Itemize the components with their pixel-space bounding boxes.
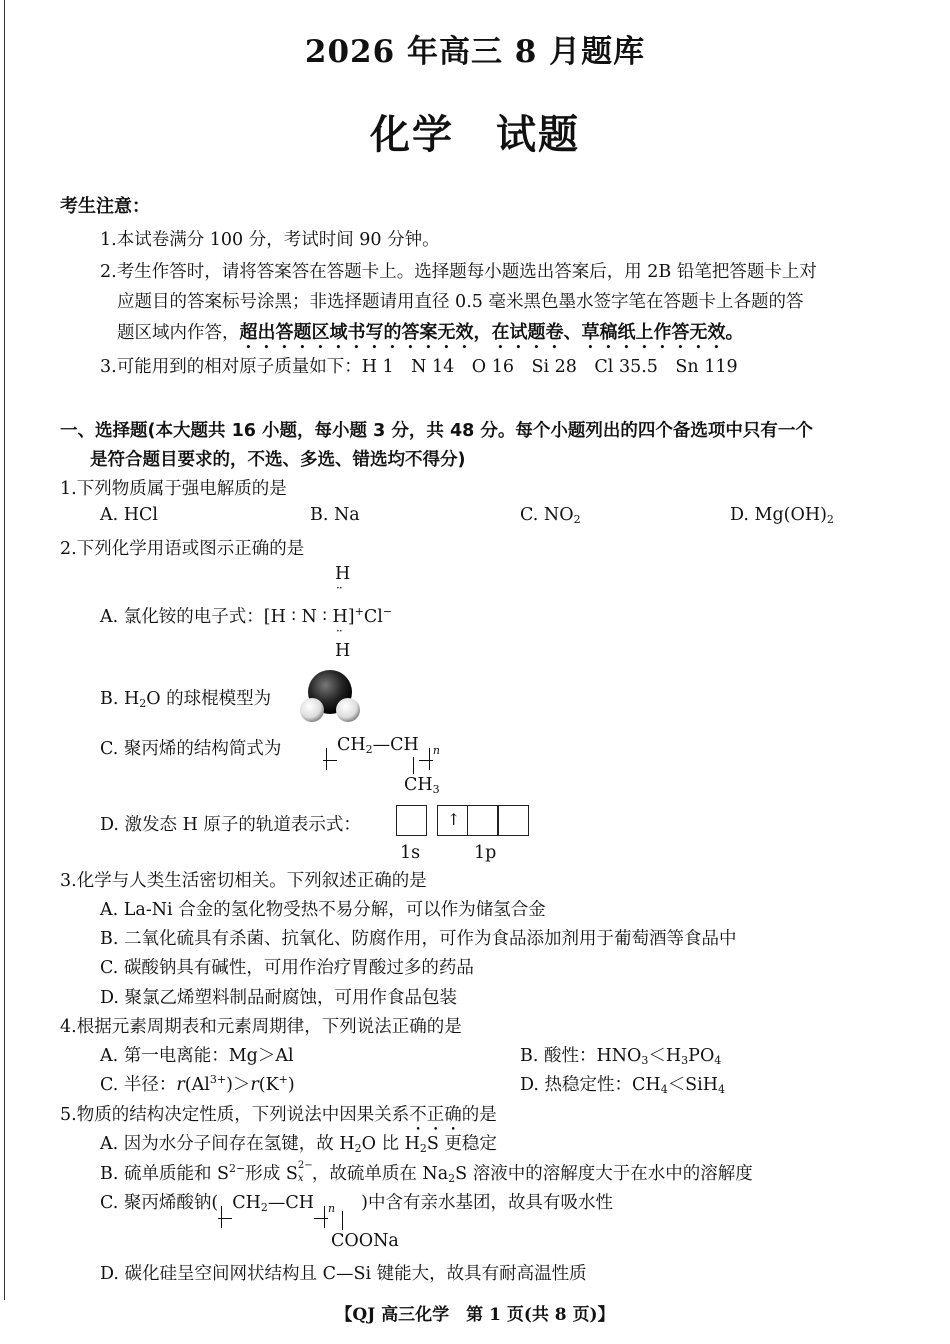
margin-line	[4, 0, 5, 1300]
q2-option-c: C. 聚丙烯的结构简式为	[100, 739, 282, 759]
q3-option-a: A. La-Ni 合金的氢化物受热不易分解，可以作为储氢合金	[100, 900, 546, 920]
q4-option-a: A. 第一电离能：Mg＞Al	[100, 1046, 294, 1066]
q1-option-a: A. HCl	[100, 505, 159, 525]
orbital-box-1p-3	[498, 805, 529, 836]
q5-emphasis: 不正确	[409, 1105, 462, 1125]
q2-c-polymer: $CH_2—CH$ $_n$	[323, 735, 440, 757]
q1-option-c: C. $NO_2$	[520, 505, 581, 526]
notice-normal-text: 题区域内作答，	[117, 323, 240, 343]
electron-arrow-icon: ↑	[447, 810, 461, 829]
notice-item-2-line-3	[117, 318, 744, 353]
orbital-label-1s: 1s	[400, 843, 421, 863]
q1-stem: 1.下列物质属于强电解质的是	[60, 479, 287, 499]
q1-option-b: B. Na	[310, 505, 360, 525]
q4-option-c: C. 半径：$r(Al^{3+})>r(K^+)$	[100, 1073, 295, 1095]
notice-item-2-line-2: 应题目的答案标号涂黑；非选择题请用直径 0.5 毫米黑色墨水签字笔在答题卡上各题的答	[117, 292, 804, 312]
q5-option-d: D. 碳化硅呈空间网状结构且 C—Si 键能大，故具有耐高温性质	[100, 1264, 587, 1284]
q2-option-b: B. $H_2O$ 的球棍模型为	[100, 689, 272, 710]
q5-c-branch: COONa	[331, 1231, 399, 1251]
page-footer: 【QJ 高三化学 第 1 页(共 8 页)】	[335, 1305, 615, 1325]
q5-stem: 5.物质的结构决定性质，下列说法中因果关系不正确的是	[60, 1105, 497, 1125]
q3-option-c: C. 碳酸钠具有碱性，可用作治疗胃酸过多的药品	[100, 958, 474, 978]
q2-a-dots-bottom: ··	[336, 624, 342, 638]
orbital-box-1p-2	[467, 805, 498, 836]
q3-option-d: D. 聚氯乙烯塑料制品耐腐蚀，可用作食品包装	[100, 988, 458, 1008]
q5-option-c: C. 聚丙烯酸钠( $CH_2—CH$ $_n$ )中含有亲水基团，故具有吸水性	[100, 1189, 613, 1215]
q2-c-bond	[413, 757, 414, 774]
exam-title: 2026 年高三 8 月题库	[304, 34, 646, 70]
q2-c-branch: $CH_3$	[404, 775, 440, 796]
water-ball-model-image	[298, 666, 362, 726]
orbital-label-1p: 1p	[474, 843, 497, 863]
q3-option-b: B. 二氧化硫具有杀菌、抗氧化、防腐作用，可作为食品添加剂用于葡萄酒等食品中	[100, 929, 737, 949]
q3-stem: 3.化学与人类生活密切相关。下列叙述正确的是	[60, 871, 427, 891]
notice-item-2-line-1: 2.考生作答时，请将答案答在答题卡上。选择题每小题选出答案后，用 2B 铅笔把答题卡上对	[100, 262, 817, 282]
q4-stem: 4.根据元素周期表和元素周期律，下列说法正确的是	[60, 1017, 462, 1037]
q2-a-h-bottom: H	[335, 641, 351, 661]
q1-option-d: D. $Mg(OH)_2$	[730, 505, 834, 526]
notice-emphasis-text: 超出答题区域书写的答案无效，在试题卷、草稿纸上作答无效。	[239, 322, 744, 343]
notice-item-1: 1.本试卷满分 100 分，考试时间 90 分钟。	[100, 230, 440, 250]
section-heading-line-2: 是符合题目要求的，不选、多选、错选均不得分)	[90, 450, 466, 470]
subject-title: 化学 试题	[370, 111, 580, 158]
q5-option-a: A. 因为水分子间存在氢键，故 $H_2O$ 比 $H_2S$ 更稳定	[100, 1134, 497, 1155]
notice-heading: 考生注意：	[60, 196, 150, 217]
q5-c-bond	[342, 1211, 343, 1230]
section-heading-line-1: 一、选择题(本大题共 16 小题，每小题 3 分，共 48 分。每个小题列出的四个备选项中只有一个	[60, 421, 813, 441]
q2-stem: 2.下列化学用语或图示正确的是	[60, 539, 305, 559]
q2-option-d: D. 激发态 H 原子的轨道表示式：	[100, 815, 361, 835]
q5-option-b: B. 硫单质能和 $S^{2-}$形成 S 2− x ，故硫单质在 $Na_2S$ 溶液中的溶解度大于在水中的溶解度	[100, 1160, 753, 1185]
q2-a-h-top: H	[335, 564, 351, 584]
q4-option-b: B. 酸性：$HNO_3<H_3PO_4$	[520, 1046, 722, 1067]
q2-option-a: A. 氯化铵的电子式：[H ∶ N ∶ H]+Cl−	[100, 605, 393, 627]
orbital-box-1s	[396, 805, 427, 836]
notice-item-3: 3.可能用到的相对原子质量如下：H 1 N 14 O 16 Si 28 Cl 35.5 Sn 119	[100, 357, 738, 377]
q4-option-d: D. 热稳定性：$CH_4<SiH_4$	[520, 1075, 726, 1096]
q2-a-dots-top: ··	[336, 581, 342, 595]
